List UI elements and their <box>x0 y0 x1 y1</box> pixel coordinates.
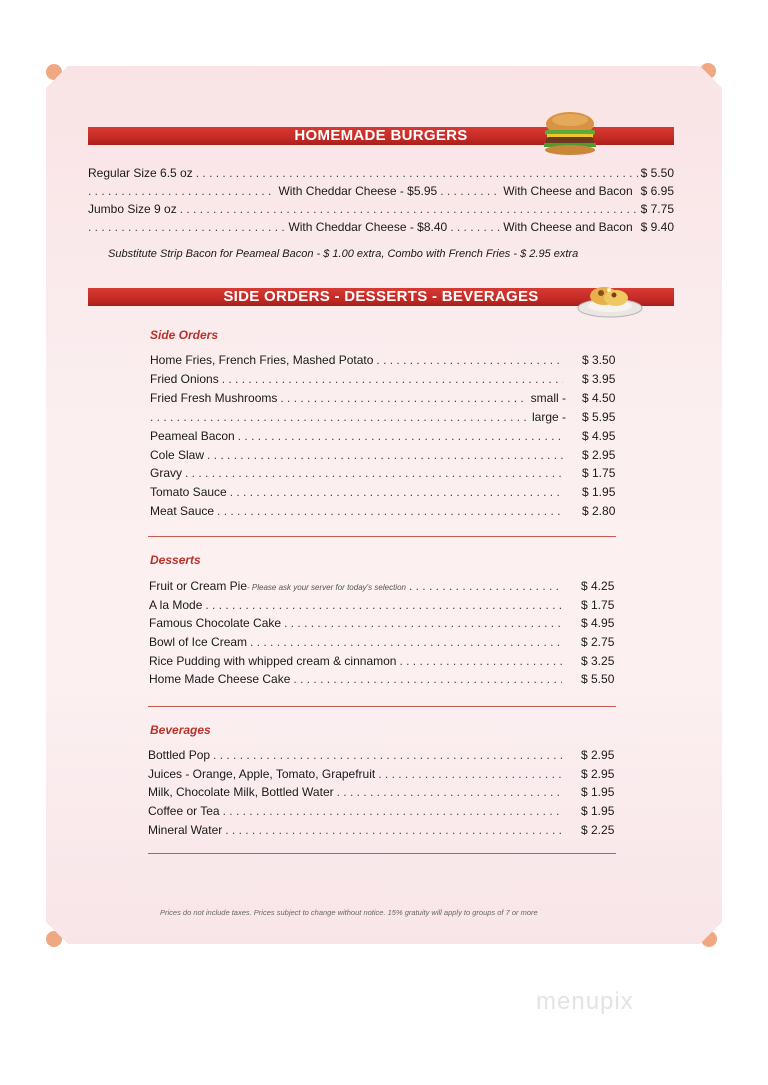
list-item <box>148 822 619 838</box>
item-label: Fried Onions <box>150 372 219 386</box>
dot-leader <box>409 578 562 594</box>
divider <box>148 536 616 537</box>
item-price: $ 5.50 <box>581 672 615 686</box>
side-orders-heading: Side Orders <box>150 328 219 342</box>
item-label: Peameal Bacon <box>150 429 235 443</box>
item-size: small - <box>530 391 566 405</box>
list-item <box>150 503 620 519</box>
footer-note: Prices do not include taxes. Prices subject to change without notice. 15% gratuity will apply to groups of 7 or more <box>160 908 538 917</box>
list-item <box>148 747 619 763</box>
item-label: Mineral Water <box>148 823 223 837</box>
dot-leader <box>196 165 638 181</box>
item-price: $ 3.50 <box>582 353 616 367</box>
dot-leader <box>399 653 562 669</box>
substitute-note-d: $ 2.95 extra <box>520 248 579 260</box>
dot-leader <box>222 371 563 387</box>
item-price: $ 5.50 <box>640 166 674 180</box>
item-price: $ 2.80 <box>582 504 616 518</box>
dot-leader <box>376 352 563 368</box>
item-price: $ 4.50 <box>582 391 616 405</box>
item-note: - Please ask your server for today's selection <box>247 583 406 592</box>
watermark: menupix <box>536 988 634 1015</box>
item-label: Home Fries, French Fries, Mashed Potato <box>150 353 374 367</box>
item-label: Meat Sauce <box>150 504 215 518</box>
burgers-title: HOMEMADE BURGERS <box>294 127 468 144</box>
item-price: $ 2.95 <box>581 767 615 781</box>
dot-leader <box>88 219 285 235</box>
item-price: $ 7.75 <box>640 202 674 216</box>
burger-row-jumbo <box>88 201 674 217</box>
dot-leader <box>238 428 563 444</box>
list-item <box>149 597 619 613</box>
list-item <box>149 671 619 687</box>
item-price: $ 3.25 <box>581 654 615 668</box>
item-label: Bowl of Ice Cream <box>149 635 248 649</box>
divider <box>148 853 616 854</box>
item-label: Coffee or Tea <box>148 804 220 818</box>
item-price: $ 1.95 <box>581 804 615 818</box>
item-price: $ 2.25 <box>581 823 615 837</box>
list-item <box>150 465 620 481</box>
item-price: $ 5.95 <box>582 410 616 424</box>
item-label: Home Made Cheese Cake <box>149 672 291 686</box>
burger-row-jumbo-options <box>88 219 674 235</box>
list-item <box>149 578 619 596</box>
item-label: Juices - Orange, Apple, Tomato, Grapefruit <box>148 767 376 781</box>
dot-leader <box>88 183 275 199</box>
item-label: Cole Slaw <box>150 448 205 462</box>
dot-leader <box>250 634 562 650</box>
dot-leader <box>180 201 638 217</box>
dot-leader <box>217 503 563 519</box>
dot-leader <box>378 766 562 782</box>
dot-leader <box>450 219 500 235</box>
item-label: Famous Chocolate Cake <box>149 616 282 630</box>
item-label: Regular Size 6.5 oz <box>88 166 193 180</box>
item-price: $ 2.75 <box>581 635 615 649</box>
list-item <box>150 409 620 425</box>
dot-leader <box>225 822 562 838</box>
substitute-note <box>108 248 578 260</box>
burger-row-regular-options <box>88 183 674 199</box>
dot-leader <box>230 484 563 500</box>
dot-leader <box>150 409 529 425</box>
list-item <box>150 352 620 368</box>
dot-leader <box>293 671 562 687</box>
item-label: Tomato Sauce <box>150 485 227 499</box>
item-label: Rice Pudding with whipped cream & cinnamon <box>149 654 397 668</box>
beverages-heading: Beverages <box>150 723 211 737</box>
dot-leader <box>205 597 562 613</box>
item-label: Milk, Chocolate Milk, Bottled Water <box>148 785 334 799</box>
item-price: $ 6.95 <box>640 184 674 198</box>
item-price: $ 2.95 <box>582 448 616 462</box>
dot-leader <box>223 803 562 819</box>
item-price: $ 3.95 <box>582 372 616 386</box>
dot-leader <box>213 747 562 763</box>
list-item <box>150 447 620 463</box>
dot-leader <box>440 183 500 199</box>
list-item <box>150 390 620 406</box>
dot-leader <box>337 784 562 800</box>
item-label: Jumbo Size 9 oz <box>88 202 177 216</box>
item-label: Gravy <box>150 466 183 480</box>
item-label: Fried Fresh Mushrooms <box>150 391 278 405</box>
item-label: Bottled Pop <box>148 748 211 762</box>
item-size: large - <box>531 410 566 424</box>
substitute-note-a: Substitute Strip Bacon for Peameal Bacon - <box>108 248 324 260</box>
list-item <box>150 428 620 444</box>
item-price: $ 1.95 <box>582 485 616 499</box>
item-price: $ 4.95 <box>582 429 616 443</box>
dot-leader <box>185 465 563 481</box>
substitute-note-c: - <box>510 248 521 260</box>
list-item <box>149 634 619 650</box>
list-item <box>149 615 619 631</box>
item-price: $ 1.75 <box>582 466 616 480</box>
item-label: With Cheddar Cheese - $5.95 <box>278 184 438 198</box>
list-item <box>148 784 619 800</box>
dot-leader <box>207 447 563 463</box>
item-price: $ 4.95 <box>581 616 615 630</box>
list-item <box>148 766 619 782</box>
burger-icon <box>540 110 600 156</box>
item-price: $ 1.95 <box>581 785 615 799</box>
list-item <box>148 803 619 819</box>
item-price: $ 9.40 <box>640 220 674 234</box>
item-label: A la Mode <box>149 598 203 612</box>
dot-leader <box>284 615 562 631</box>
burger-row-regular <box>88 165 674 181</box>
plate-icon <box>574 276 646 320</box>
sides-title: SIDE ORDERS - DESSERTS - BEVERAGES <box>223 288 539 305</box>
dot-leader <box>280 390 527 406</box>
list-item <box>150 484 620 500</box>
item-label: Fruit or Cream Pie <box>149 579 248 593</box>
desserts-heading: Desserts <box>150 553 201 567</box>
item-price: $ 1.75 <box>581 598 615 612</box>
divider <box>148 706 616 707</box>
list-item <box>149 653 619 669</box>
item-label: With Cheddar Cheese - $8.40 <box>288 220 448 234</box>
item-label-2: With Cheese and Bacon <box>503 220 633 234</box>
substitute-note-b: $ 1.00 extra, Combo with French Fries <box>323 248 511 260</box>
item-price: $ 4.25 <box>581 579 615 593</box>
item-label-2: With Cheese and Bacon <box>503 184 633 198</box>
list-item <box>150 371 620 387</box>
item-price: $ 2.95 <box>581 748 615 762</box>
